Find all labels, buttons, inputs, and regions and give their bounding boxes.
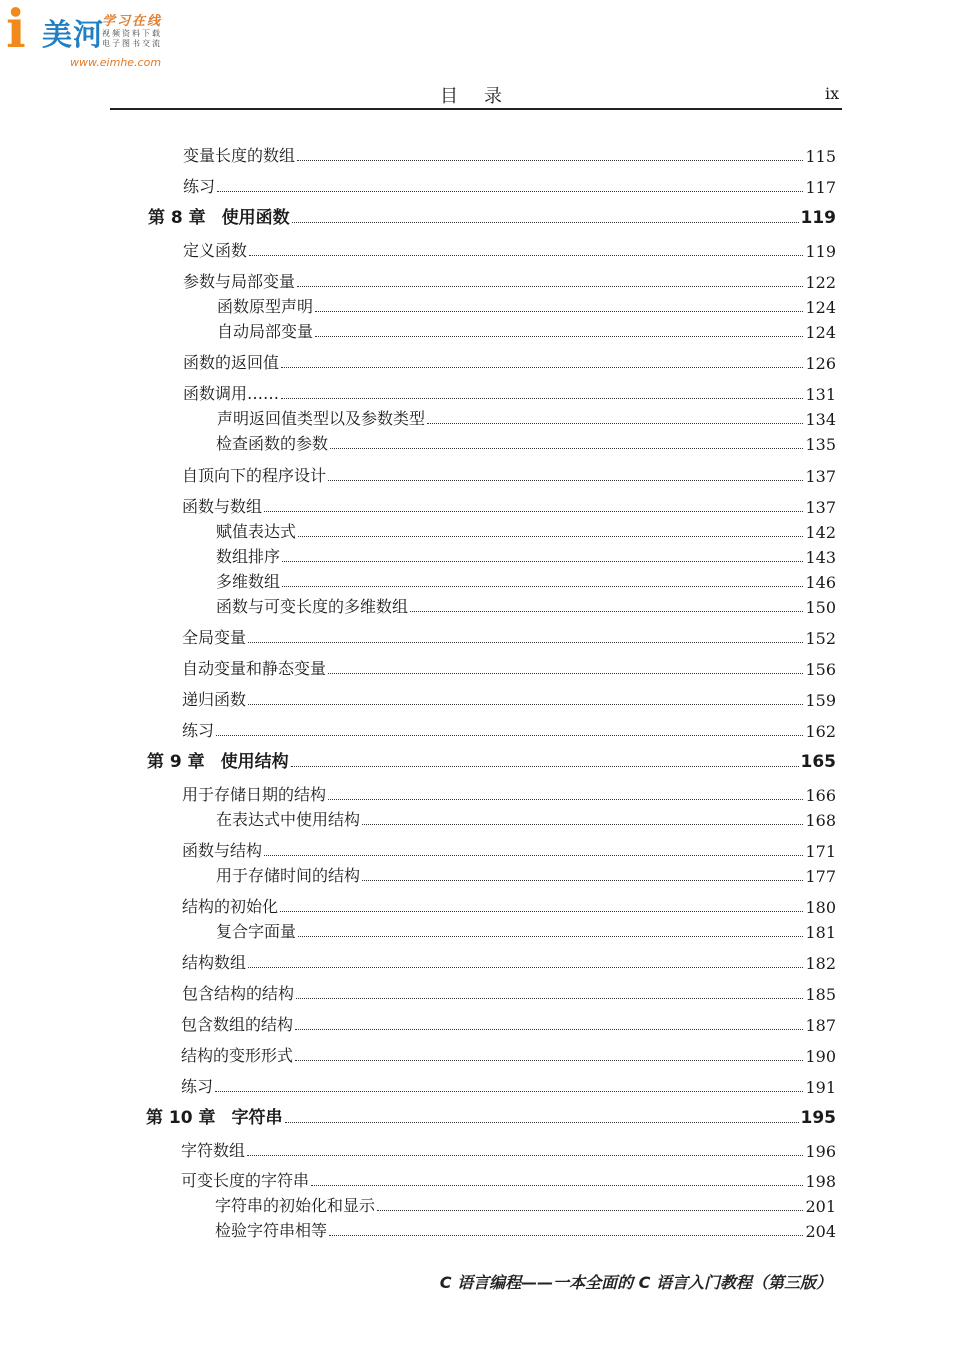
toc-chapter-entry [146, 1104, 836, 1128]
toc-dot-leader [216, 734, 803, 736]
toc-entry-title [183, 174, 217, 197]
toc-entry-text: 自动变量和静态变量 [182, 659, 327, 678]
toc-dot-leader [328, 479, 803, 481]
toc-entry [216, 568, 836, 592]
toc-dot-leader [297, 285, 803, 287]
toc-dot-leader [282, 585, 803, 587]
logo-subline-2: 电子图书交流 [102, 39, 162, 48]
toc-entry [182, 837, 836, 861]
toc-entry-text: 函数调用…… [183, 384, 280, 403]
toc-dot-leader [362, 823, 803, 825]
toc-page-number: 198 [805, 1172, 836, 1191]
toc-entry-title [217, 294, 315, 317]
toc-entry-title [217, 406, 427, 429]
toc-dot-leader [330, 447, 803, 449]
toc-entry-text: 多维数组 [216, 572, 281, 591]
toc-entry-text: 结构的变形形式 [181, 1046, 294, 1065]
toc-entry [216, 543, 836, 567]
toc-page-number: 187 [805, 1016, 836, 1035]
toc-entry-title [183, 350, 281, 373]
toc-entry [216, 593, 836, 617]
toc-entry-text: 结构的初始化 [182, 897, 279, 916]
toc-entry-text: 自顶向下的程序设计 [182, 466, 327, 485]
toc-entry-title [148, 203, 292, 228]
toc-chapter-entry [147, 748, 836, 772]
header-page-number: ix [825, 84, 840, 103]
toc-entry-title [146, 1103, 285, 1128]
toc-dot-leader [328, 672, 803, 674]
logo-url: www.eimhe.com [70, 56, 162, 69]
toc-page-number: 168 [805, 811, 836, 830]
toc-entry-title [182, 950, 248, 973]
toc-entry [182, 949, 836, 973]
toc-entry-text: 全局变量 [182, 628, 247, 647]
toc-page-number: 150 [805, 598, 836, 617]
toc-entry-title [182, 838, 264, 861]
toc-page-number: 166 [805, 786, 836, 805]
toc-entry [183, 237, 836, 261]
toc-entry-title [215, 1218, 329, 1241]
toc-entry [182, 624, 836, 648]
toc-page-number: 146 [805, 573, 836, 592]
toc-entry-title [216, 431, 330, 454]
toc-entry-title [182, 894, 280, 917]
toc-entry-title [182, 782, 328, 805]
toc-entry-text: 函数与数组 [182, 497, 263, 516]
toc-entry-text: 递归函数 [182, 690, 247, 709]
toc-entry-title [215, 1193, 377, 1216]
toc-entry [181, 1137, 836, 1161]
toc-dot-leader [248, 641, 803, 643]
toc-entry-text: 参数与局部变量 [183, 272, 296, 291]
toc-page-number: 122 [805, 273, 836, 292]
toc-page-number: 180 [805, 898, 836, 917]
toc-page-number: 142 [805, 523, 836, 542]
toc-entry [216, 430, 836, 454]
toc-entry-text: 字符串的初始化和显示 [215, 1196, 376, 1215]
toc-entry-title [181, 1012, 295, 1035]
toc-entry-text: 复合字面量 [216, 922, 297, 941]
toc-entry [181, 1042, 836, 1066]
toc-entry-text: 自动局部变量 [217, 322, 314, 341]
toc-dot-leader [281, 366, 803, 368]
toc-entry-text: 使用函数 [221, 208, 290, 228]
toc-page-number: 119 [805, 242, 836, 261]
toc-dot-leader [291, 765, 799, 767]
toc-dot-leader [410, 610, 803, 612]
toc-entry-title [216, 807, 362, 830]
toc-dot-leader [298, 935, 803, 937]
toc-dot-leader [298, 535, 803, 537]
toc-page-number: 165 [800, 752, 836, 772]
toc-dot-leader [247, 1154, 803, 1156]
toc-dot-leader [248, 703, 803, 705]
toc-dot-leader [248, 966, 803, 968]
toc-chapter-number: 第 8 章 [148, 208, 206, 228]
toc-entry-text: 练习 [181, 1077, 214, 1096]
toc-dot-leader [292, 221, 799, 223]
toc-entry [182, 717, 836, 741]
toc-entry-text: 函数原型声明 [217, 297, 314, 316]
toc-page-number: 119 [800, 208, 836, 228]
toc-page-number: 195 [800, 1108, 836, 1128]
toc-page-number: 124 [805, 323, 836, 342]
toc-entry [216, 518, 836, 542]
toc-entry-text: 练习 [183, 177, 216, 196]
toc-dot-leader [264, 510, 803, 512]
toc-entry-text: 定义函数 [183, 241, 248, 260]
toc-dot-leader [315, 335, 803, 337]
toc-dot-leader [249, 254, 803, 256]
toc-entry-title [181, 1074, 215, 1097]
toc-entry [215, 1217, 836, 1241]
toc-dot-leader [329, 1234, 803, 1236]
toc-dot-leader [295, 1028, 803, 1030]
toc-entry-title [183, 381, 281, 404]
toc-page-number: 177 [805, 867, 836, 886]
toc-entry-title [183, 143, 297, 166]
toc-page-number: 190 [805, 1047, 836, 1066]
toc-entry-title [216, 863, 362, 886]
toc-entry [182, 686, 836, 710]
logo-mark: i [6, 0, 26, 60]
toc-dot-leader [281, 397, 803, 399]
toc-entry-text: 变量长度的数组 [183, 146, 296, 165]
toc-entry-title [181, 1168, 311, 1191]
toc-entry [183, 380, 836, 404]
toc-entry-text: 数组排序 [216, 547, 281, 566]
toc-entry-title [182, 494, 264, 517]
toc-entry [181, 1073, 836, 1097]
logo-subline-1: 视频资料下载 [102, 29, 162, 38]
toc-page-number: 204 [805, 1222, 836, 1241]
toc-entry-title [147, 747, 291, 772]
toc-entry [182, 980, 836, 1004]
toc-page-number: 191 [805, 1078, 836, 1097]
toc-page-number: 137 [805, 498, 836, 517]
toc-page-number: 137 [805, 467, 836, 486]
toc-entry-text: 包含数组的结构 [181, 1015, 294, 1034]
toc-entry-text: 可变长度的字符串 [181, 1171, 310, 1190]
toc-entry-title [216, 919, 298, 942]
toc-entry-text: 检查函数的参数 [216, 434, 329, 453]
toc-page-number: 135 [805, 435, 836, 454]
logo-tagline: 学习在线 [102, 14, 163, 29]
toc-entry [182, 493, 836, 517]
toc-entry-text: 用于存储时间的结构 [216, 866, 361, 885]
toc-entry-text: 包含结构的结构 [182, 984, 295, 1003]
toc-dot-leader [295, 1059, 803, 1061]
toc-page-number: 156 [805, 660, 836, 679]
toc-page-number: 131 [805, 385, 836, 404]
logo-name: 美河 [42, 18, 104, 53]
toc-entry-text: 声明返回值类型以及参数类型 [217, 409, 426, 428]
toc-chapter-entry [148, 204, 836, 228]
toc-entry [183, 142, 836, 166]
toc-entry-text: 用于存储日期的结构 [182, 785, 327, 804]
toc-entry-text: 函数的返回值 [183, 353, 280, 372]
toc-entry-title [181, 1043, 295, 1066]
toc-dot-leader [280, 910, 803, 912]
toc-page-number: 126 [805, 354, 836, 373]
toc-entry [182, 781, 836, 805]
toc-entry-title [216, 544, 282, 567]
toc-entry-title [216, 594, 410, 617]
toc-dot-leader [427, 422, 803, 424]
toc-entry-text: 结构数组 [182, 953, 247, 972]
toc-entry [217, 318, 836, 342]
toc-entry-text: 字符数组 [181, 1141, 246, 1160]
toc-page-number: 171 [805, 842, 836, 861]
toc-entry-title [182, 656, 328, 679]
toc-entry-title [216, 519, 298, 542]
toc-entry-text: 练习 [182, 721, 215, 740]
toc-entry [216, 862, 836, 886]
toc-entry [183, 268, 836, 292]
toc-page-number: 159 [805, 691, 836, 710]
toc-entry [182, 462, 836, 486]
toc-entry [217, 405, 836, 429]
toc-entry-title [217, 319, 315, 342]
toc-entry [182, 655, 836, 679]
toc-entry-title [182, 625, 248, 648]
toc-page-number: 143 [805, 548, 836, 567]
toc-entry-title [216, 569, 282, 592]
toc-entry-text: 函数与结构 [182, 841, 263, 860]
toc-entry [183, 349, 836, 373]
book-title-footer: C 语言编程——一本全面的 C 语言入门教程（第三版） [439, 1273, 832, 1292]
toc-entry [216, 918, 836, 942]
toc-page-number: 152 [805, 629, 836, 648]
toc-entry-title [182, 981, 296, 1004]
toc-dot-leader [215, 1090, 803, 1092]
toc-entry [217, 293, 836, 317]
toc-dot-leader [362, 879, 803, 881]
toc-entry-text: 在表达式中使用结构 [216, 810, 361, 829]
toc-page-number: 162 [805, 722, 836, 741]
toc-page-number: 181 [805, 923, 836, 942]
toc-chapter-number: 第 9 章 [147, 752, 205, 772]
page-title: 目录 [440, 86, 528, 107]
toc-page-number: 185 [805, 985, 836, 1004]
toc-entry-text: 函数与可变长度的多维数组 [216, 597, 409, 616]
toc-page-number: 134 [805, 410, 836, 429]
toc-entry-title [181, 1138, 247, 1161]
toc-entry-text: 使用结构 [220, 752, 289, 772]
toc-entry-title [182, 463, 328, 486]
toc-dot-leader [328, 798, 803, 800]
toc-dot-leader [282, 560, 803, 562]
toc-page-number: 124 [805, 298, 836, 317]
toc-page-number: 117 [805, 178, 836, 197]
toc-dot-leader [377, 1209, 803, 1211]
toc-entry [182, 893, 836, 917]
toc-dot-leader [264, 854, 803, 856]
toc-entry [215, 1192, 836, 1216]
toc-chapter-number: 第 10 章 [146, 1108, 216, 1128]
toc-entry [181, 1011, 836, 1035]
toc-page-number: 115 [805, 147, 836, 166]
toc-entry-title [182, 718, 216, 741]
toc-dot-leader [315, 310, 803, 312]
toc-page-number: 201 [805, 1197, 836, 1216]
toc-dot-leader [285, 1121, 799, 1123]
toc-dot-leader [296, 997, 803, 999]
toc-dot-leader [297, 159, 803, 161]
toc-entry-title [183, 238, 249, 261]
toc-entry-title [183, 269, 297, 292]
toc-dot-leader [217, 190, 803, 192]
toc-page-number: 196 [805, 1142, 836, 1161]
toc-entry-text: 赋值表达式 [216, 522, 297, 541]
toc-entry-title [182, 687, 248, 710]
toc-dot-leader [311, 1184, 803, 1186]
toc-entry-text: 字符串 [231, 1108, 283, 1128]
toc-entry [183, 173, 836, 197]
toc-entry-text: 检验字符串相等 [215, 1221, 328, 1240]
toc-entry [216, 806, 836, 830]
toc-entry [181, 1167, 836, 1191]
toc-page-number: 182 [805, 954, 836, 973]
